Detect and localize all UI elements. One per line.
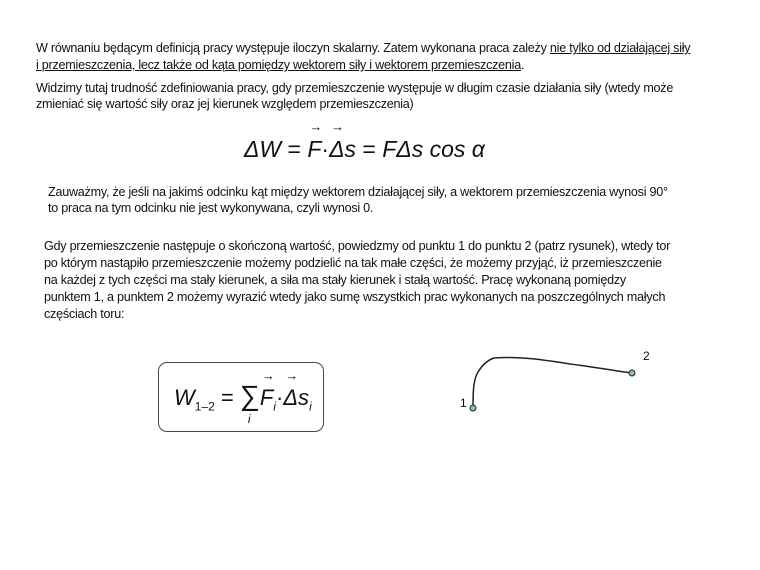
dot-operator: ·: [321, 136, 330, 162]
eq-equals: =: [214, 385, 240, 410]
paragraph-4-line: częściach toru:: [44, 307, 125, 321]
eq-lhs: ΔW: [244, 136, 282, 162]
dot-operator: ·: [275, 385, 284, 410]
paragraph-3-line: Zauważmy, że jeśli na jakimś odcinku kąt między wektorem działającej siły, a wektorem przemieszczenia wynosi 90°: [48, 185, 668, 199]
force-vector: → F: [307, 136, 321, 163]
paragraph-4-line: punktem 1, a punktem 2 możemy wyrazić wtedy jako sumę wszystkich prac wykonanych na poszczególnych małych: [44, 290, 666, 304]
text: W równaniu będącym definicją pracy występuje iloczyn skalarny. Zatem wykonana praca zależy: [36, 41, 550, 55]
work-symbol: W: [174, 385, 195, 410]
work-subscript: 1–2: [194, 399, 215, 414]
point-2-label: 2: [643, 349, 650, 363]
paragraph-4-line: po którym nastąpiło przemieszczenie możemy podzielić na tak małe części, że możemy przyjąć, iż przemieszczenie: [44, 256, 662, 270]
displacement-subscript: i: [309, 399, 312, 414]
eq-rhs: FΔs cos α: [382, 136, 485, 162]
trajectory-path: [473, 357, 632, 407]
displacement-vector: → Δs: [329, 136, 356, 163]
point-1-label: 1: [460, 396, 467, 410]
paragraph-3-line: to praca na tym odcinku nie jest wykonywana, czyli wynosi 0.: [48, 201, 374, 215]
force-vector: → F: [260, 385, 273, 411]
paragraph-4-line: Gdy przemieszczenie następuje o skończoną wartość, powiedzmy od punktu 1 do punktu 2 (patrz rysunek), wtedy tor: [44, 239, 671, 253]
paragraph-2-line: Widzimy tutaj trudność zdefiniowania pracy, gdy przemieszczenie występuje w długim czasie działania siły (wtedy może: [36, 81, 674, 95]
force-subscript: i: [273, 399, 276, 414]
eq-equals: =: [356, 136, 383, 162]
text: .: [520, 58, 525, 72]
point-1-marker: [470, 405, 476, 411]
paragraph-2-line: zmieniać się wartość siły oraz jej kierunek względem przemieszczenia): [36, 97, 414, 111]
sum-index: i: [247, 412, 251, 426]
eq-equals: =: [281, 136, 308, 162]
displacement-vector: → Δs: [283, 385, 309, 411]
underlined-text: i przemieszczenia, lecz także od kąta pomiędzy wektorem siły i wektorem przemieszczenia: [36, 58, 521, 72]
paragraph-4-line: na każdej z tych części ma stały kierunek, a siła ma stały kierunek i stałą wartość. Pracę wykonaną pomiędzy: [44, 273, 626, 287]
sigma: ∑: [239, 380, 260, 411]
point-2-marker: [629, 370, 635, 376]
underlined-text: nie tylko od działającej siły: [549, 41, 691, 55]
